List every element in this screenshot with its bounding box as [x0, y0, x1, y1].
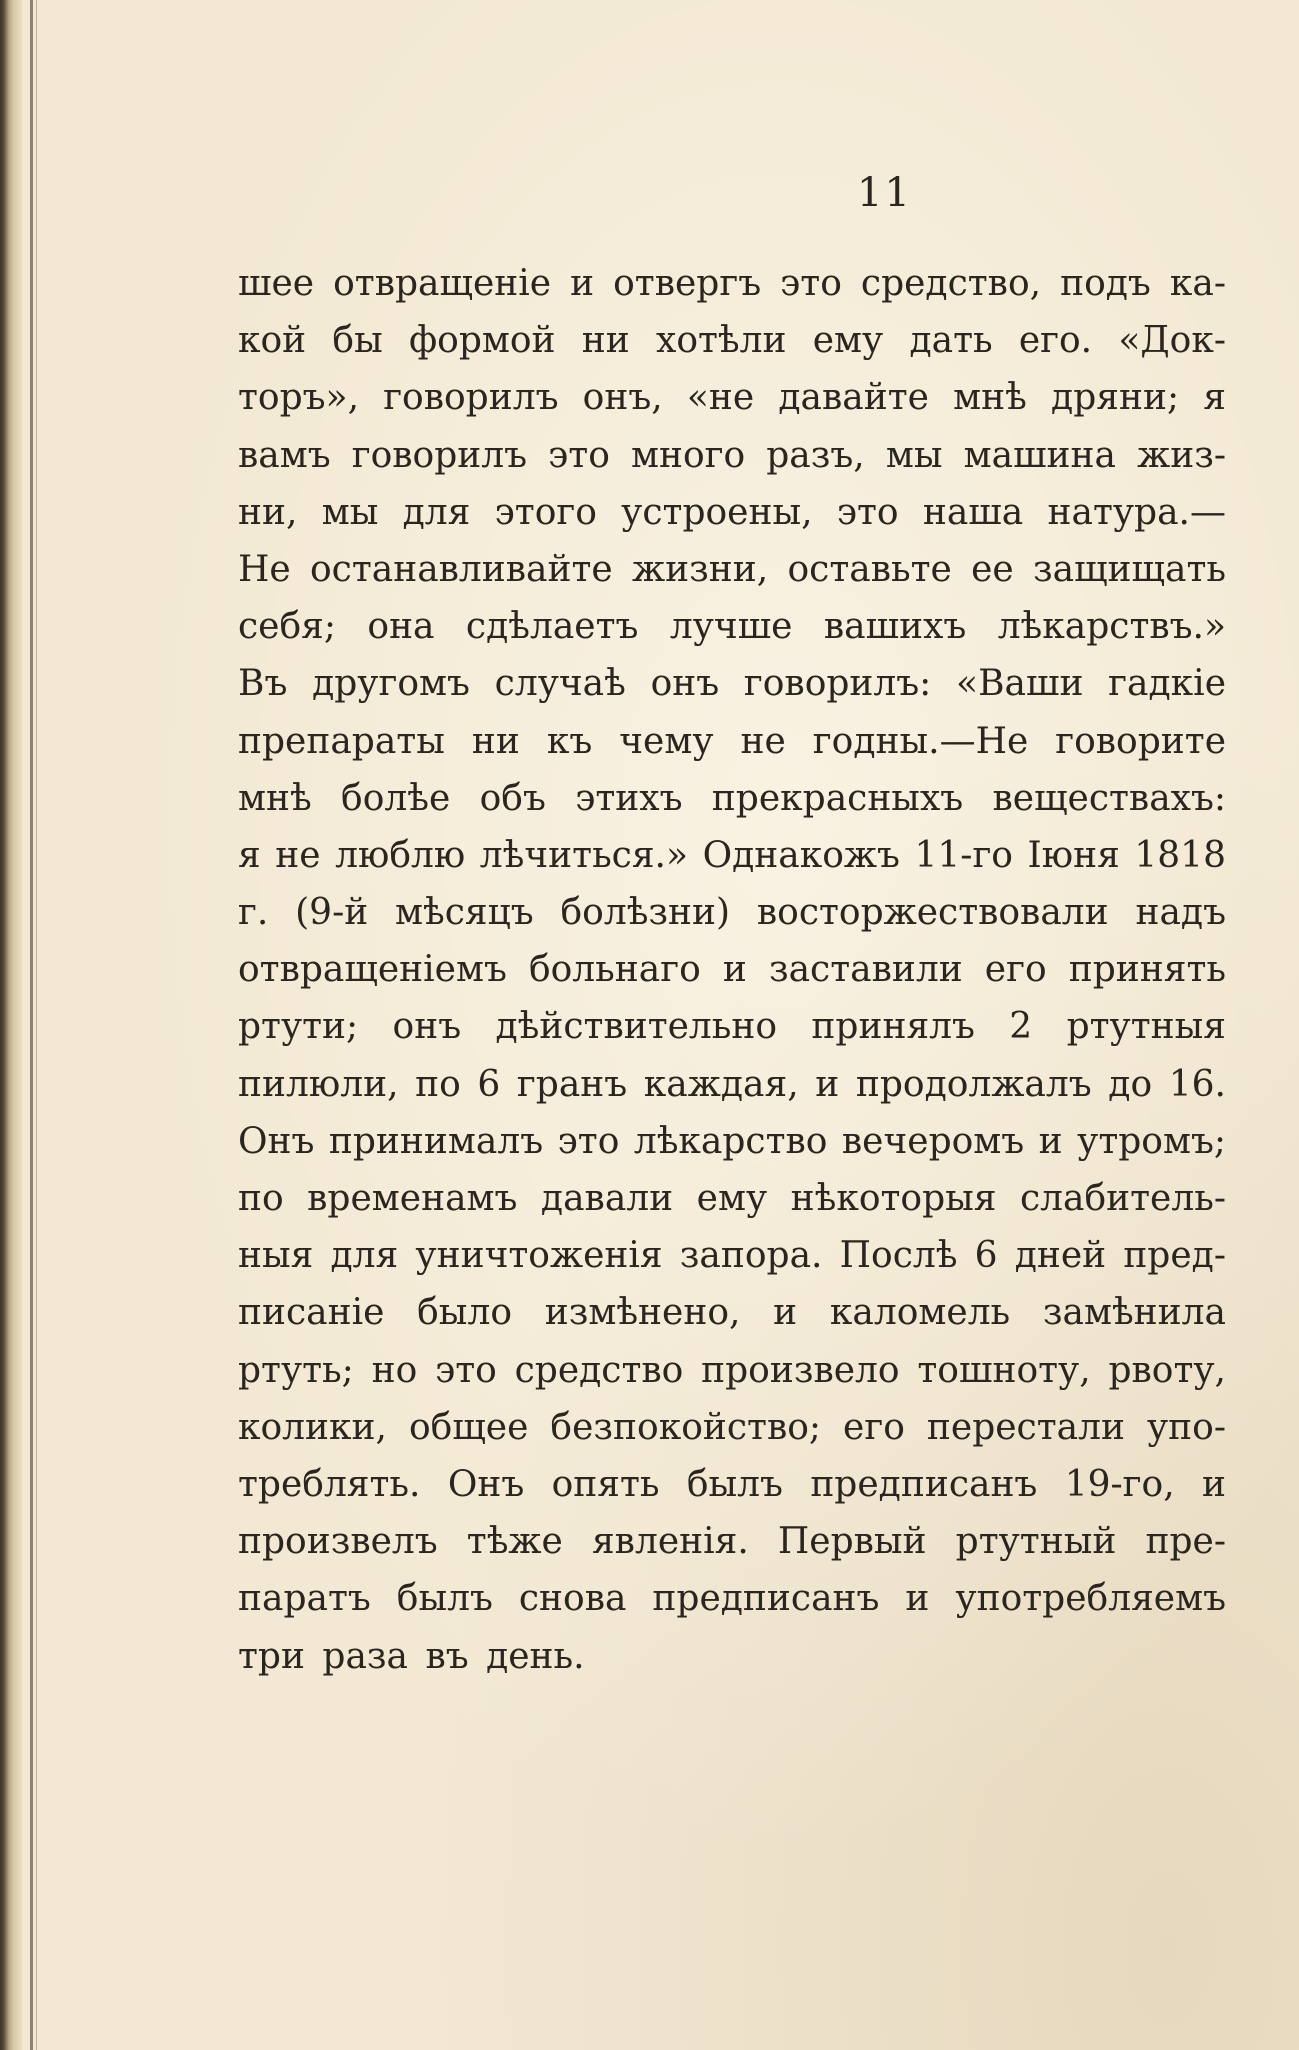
text-line: ни, мы для этого устроены, это наша натура.—	[238, 491, 1226, 533]
text-line: ртути; онъ дѣйствительно принялъ 2 ртутныя	[238, 1006, 1226, 1048]
text-line: препараты ни къ чему не годны.—Не говорите	[238, 720, 1226, 762]
text-line: Онъ принималъ это лѣкарство вечеромъ и утромъ;	[238, 1120, 1226, 1162]
binding-rule	[30, 0, 33, 2050]
text-line: г. (9-й мѣсяцъ болѣзни) восторжествовали надъ	[238, 892, 1226, 934]
text-line: я не люблю лѣчиться.» Однакожъ 11-го Iюня 1818	[238, 834, 1226, 876]
text-line: вамъ говорилъ это много разъ, мы машина жиз-	[238, 434, 1226, 476]
binding-edge	[0, 0, 22, 2050]
text-line: ртуть; но это средство произвело тошноту, рвоту,	[238, 1349, 1226, 1391]
text-line: Не останавливайте жизни, оставьте ее защищать	[238, 548, 1226, 590]
text-line: треблять. Онъ опять былъ предписанъ 19-го, и	[238, 1463, 1226, 1505]
body-text	[238, 255, 1226, 1685]
text-line: Въ другомъ случаѣ онъ говорилъ: «Ваши гадкiе	[238, 663, 1226, 705]
text-line: паратъ былъ снова предписанъ и употребляемъ	[238, 1578, 1226, 1620]
text-line: пилюли, по 6 гранъ каждая, и продолжалъ до 16.	[238, 1063, 1226, 1105]
text-line: колики, общее безпокойство; его перестали упо-	[238, 1406, 1226, 1448]
text-line: мнѣ болѣе объ этихъ прекрасныхъ веществахъ:	[238, 777, 1226, 819]
binding-rule-secondary	[36, 0, 37, 2050]
text-line: писанiе было измѣнено, и каломель замѣнила	[238, 1292, 1226, 1334]
page-number: 11	[857, 170, 912, 216]
text-line: торъ», говорилъ онъ, «не давайте мнѣ дряни; я	[238, 377, 1226, 419]
text-line: по временамъ давали ему нѣкоторыя слабитель-	[238, 1178, 1226, 1219]
text-line: ныя для уничтоженiя запора. Послѣ 6 дней пред-	[238, 1235, 1226, 1277]
text-line: произвелъ тѣже явленiя. Первый ртутный пре-	[238, 1521, 1226, 1563]
text-line: себя; она сдѣлаетъ лучше вашихъ лѣкарствъ.»	[238, 606, 1226, 648]
text-line: отвращенiемъ больнаго и заставили его принять	[238, 949, 1226, 991]
text-line: шее отвращенiе и отвергъ это средство, подъ ка-	[238, 263, 1226, 304]
text-line: кой бы формой ни хотѣли ему дать его. «Док-	[238, 320, 1226, 362]
text-line-last: три раза въ день.	[238, 1635, 585, 1677]
